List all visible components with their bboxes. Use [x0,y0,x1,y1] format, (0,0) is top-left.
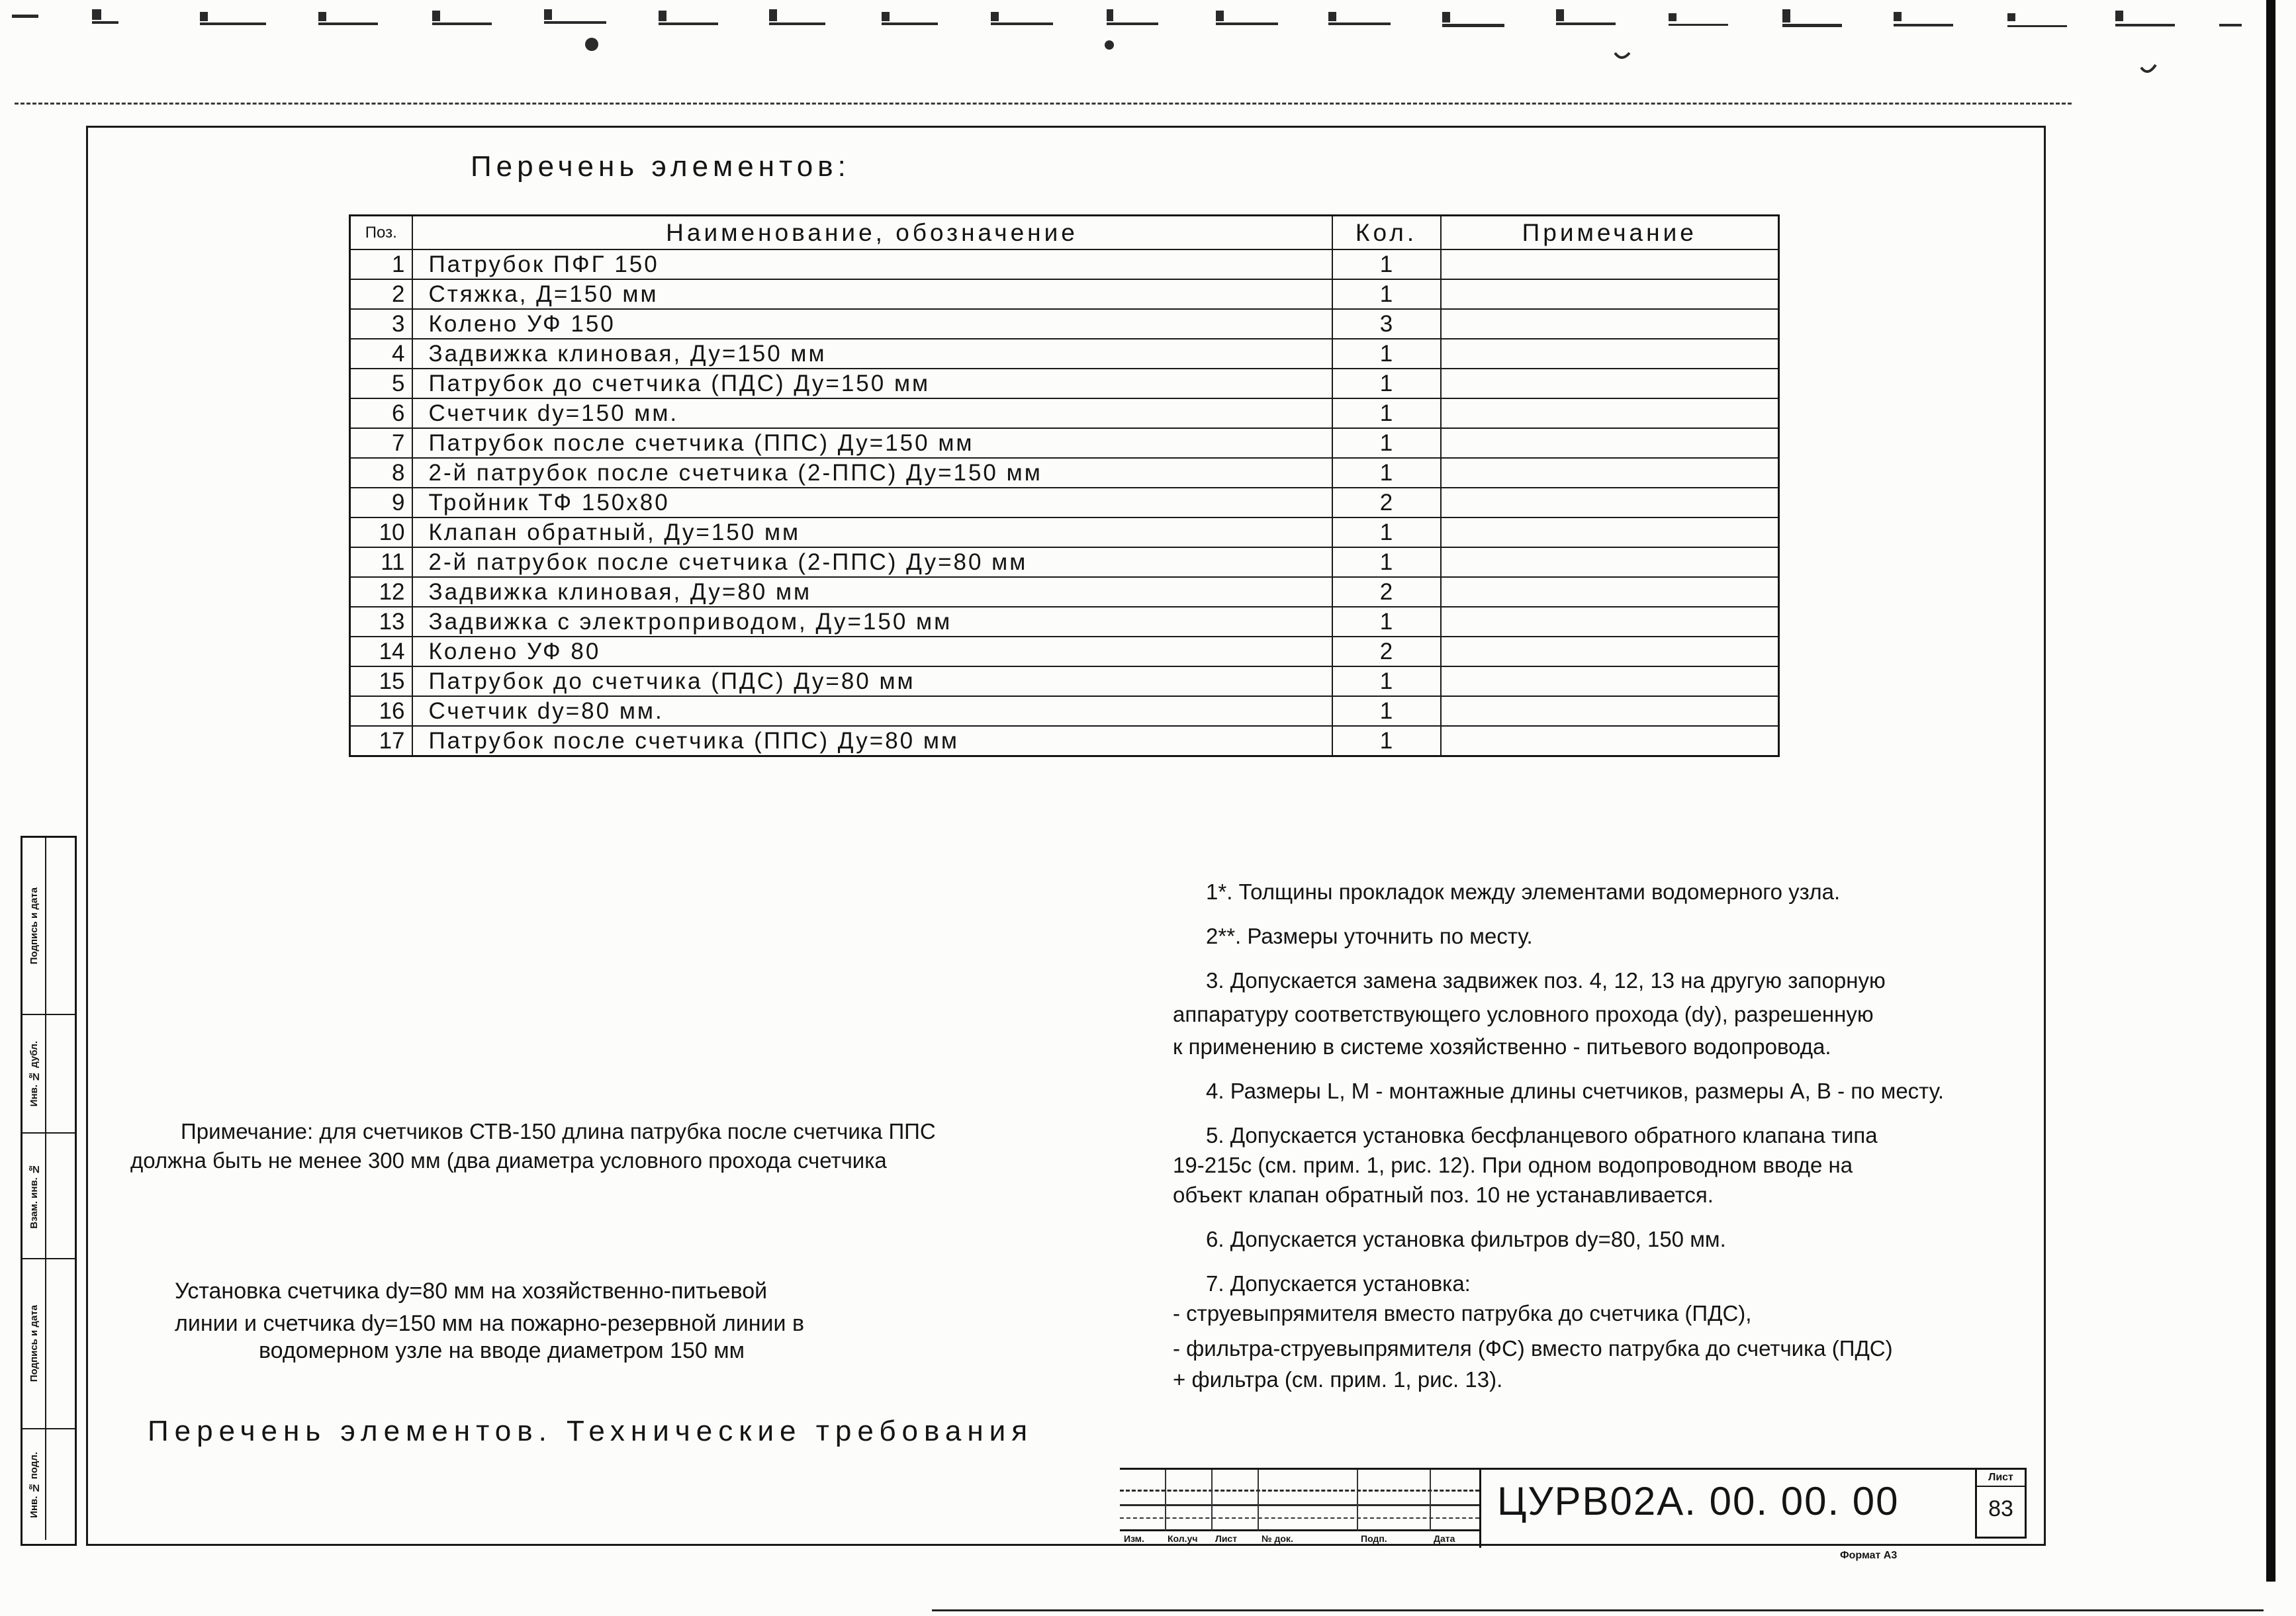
position-cell: 4 [350,339,412,369]
name-cell: Задвижка клиновая, Ду=80 мм [412,577,1332,607]
sheet-label: Лист [1977,1470,2025,1487]
table-row [350,279,1779,309]
title-block-divider [1479,1470,1481,1548]
position-cell: 17 [350,726,412,756]
name-cell: Задвижка с электроприводом, Ду=150 мм [412,607,1332,637]
position-cell: 2 [350,279,412,309]
name-cell: Счетчик dy=80 мм. [412,696,1332,726]
scan-dashed-line [15,103,2072,105]
note-line: к применению в системе хозяйственно - питьевого водопровода. [1173,1034,1831,1059]
table-row [350,398,1779,428]
note-cell [1441,547,1779,577]
note-cell [1441,577,1779,607]
title-block-line [1120,1490,1479,1492]
position-cell: 10 [350,517,412,547]
note-cell [1441,607,1779,637]
name-cell: Патрубок ПФГ 150 [412,249,1332,279]
title-block-line [1120,1517,1479,1519]
title-block-line [1430,1470,1431,1531]
column-header-quantity: Кол. [1332,216,1441,250]
scan-noise-curve [2141,65,2156,71]
stamp-cell [23,1015,75,1134]
table-row [350,369,1779,398]
table-row [350,309,1779,339]
quantity-cell: 1 [1332,458,1441,488]
quantity-cell: 1 [1332,369,1441,398]
title-block-line [1120,1504,1479,1506]
note-line: 6. Допускается установка фильтров dy=80, 150 мм. [1206,1227,1726,1251]
table-body [350,249,1779,756]
name-cell: Колено УФ 80 [412,637,1332,666]
note-line: 7. Допускается установка: [1206,1271,1471,1296]
note-cell [1441,458,1779,488]
stamp-label: Взам. инв. № [28,1163,40,1229]
quantity-cell: 3 [1332,309,1441,339]
scan-edge-bar [2266,0,2275,1582]
note-line: должна быть не менее 300 мм (два диаметра условного прохода счетчика [130,1148,887,1173]
quantity-cell: 1 [1332,428,1441,458]
table-header-row [350,216,1779,250]
note-cell [1441,309,1779,339]
table-row [350,517,1779,547]
position-cell: 9 [350,488,412,517]
note-cell [1441,637,1779,666]
table-row [350,249,1779,279]
note-line: аппаратуру соответствующего условного прохода (dy), разрешенную [1173,1002,1874,1026]
stamp-cell [23,838,75,1015]
change-label: Изм. [1124,1533,1144,1544]
title-block-line [1120,1529,1479,1531]
name-cell: Патрубок до счетчика (ПДС) Ду=80 мм [412,666,1332,696]
note-line: 19-215с (см. прим. 1, рис. 12). При одном водопроводном вводе на [1173,1153,1853,1177]
note-cell [1441,339,1779,369]
note-line: 3. Допускается замена задвижек поз. 4, 12, 13 на другую запорную [1206,968,1886,993]
note-line: 4. Размеры L, M - монтажные длины счетчиков, размеры А, В - по месту. [1206,1079,1945,1103]
quantity-cell: 1 [1332,249,1441,279]
name-cell: Патрубок после счетчика (ППС) Ду=80 мм [412,726,1332,756]
table-row [350,488,1779,517]
stamp-cell [23,1134,75,1259]
sheet-number-box [1975,1468,2027,1539]
quantity-cell: 1 [1332,398,1441,428]
sheet-caption: Перечень элементов. Технические требования [148,1415,1034,1447]
position-cell: 1 [350,249,412,279]
note-line: - фильтра-струевыпрямителя (ФС) вместо патрубка до счетчика (ПДС) [1173,1336,1893,1361]
sheet-number: 83 [1988,1496,2013,1521]
name-cell: Колено УФ 150 [412,309,1332,339]
quantity-cell: 1 [1332,547,1441,577]
elements-table [349,214,1780,757]
note-cell [1441,369,1779,398]
table-row [350,547,1779,577]
position-cell: 8 [350,458,412,488]
document-designation: ЦУРВ02А. 00. 00. 00 [1497,1479,1900,1523]
table-row [350,458,1779,488]
table-row [350,726,1779,756]
format-label: Формат А3 [1840,1550,1898,1561]
table-row [350,339,1779,369]
note-cell [1441,488,1779,517]
quantity-cell: 1 [1332,696,1441,726]
table-row [350,428,1779,458]
note-line: 1*. Толщины прокладок между элементами водомерного узла. [1206,879,1841,904]
position-cell: 15 [350,666,412,696]
quantity-cell: 1 [1332,726,1441,756]
note-line: - струевыпрямителя вместо патрубка до счетчика (ПДС), [1173,1301,1752,1325]
name-cell: Счетчик dy=150 мм. [412,398,1332,428]
scan-bottom-edge [932,1609,2264,1611]
name-cell: Стяжка, Д=150 мм [412,279,1332,309]
position-cell: 7 [350,428,412,458]
position-cell: 14 [350,637,412,666]
note-line: водомерном узле на вводе диаметром 150 мм [259,1338,745,1363]
column-header-name: Наименование, обозначение [412,216,1332,250]
quantity-cell: 2 [1332,488,1441,517]
scan-noise-curve [1615,53,1630,58]
stamp-cell [23,1259,75,1429]
note-cell [1441,517,1779,547]
scan-header-artifacts [0,0,2296,73]
table-row [350,577,1779,607]
position-cell: 5 [350,369,412,398]
quantity-cell: 1 [1332,607,1441,637]
note-cell [1441,666,1779,696]
name-cell: Тройник ТФ 150х80 [412,488,1332,517]
name-cell: Задвижка клиновая, Ду=150 мм [412,339,1332,369]
table-row [350,607,1779,637]
name-cell: 2-й патрубок после счетчика (2-ППС) Ду=150 мм [412,458,1332,488]
table-row [350,696,1779,726]
title-block-line [1258,1470,1259,1531]
change-label: Подп. [1361,1533,1387,1544]
column-header-note: Примечание [1441,216,1779,250]
note-cell [1441,249,1779,279]
table-row [350,666,1779,696]
quantity-cell: 1 [1332,339,1441,369]
quantity-cell: 1 [1332,517,1441,547]
change-label: Дата [1434,1533,1455,1544]
scan-noise-marks [12,9,2242,51]
note-line: 5. Допускается установка бесфланцевого обратного клапана типа [1206,1123,1878,1147]
note-line: объект клапан обратный поз. 10 не устанавливается. [1173,1183,1714,1207]
stamp-label: Подпись и дата [28,887,40,965]
change-label: Кол.уч [1168,1533,1198,1544]
note-cell [1441,726,1779,756]
title-block-line [1211,1470,1213,1531]
name-cell: 2-й патрубок после счетчика (2-ППС) Ду=80 мм [412,547,1332,577]
note-cell [1441,428,1779,458]
position-cell: 12 [350,577,412,607]
name-cell: Патрубок после счетчика (ППС) Ду=150 мм [412,428,1332,458]
column-header-position: Поз. [350,216,412,250]
quantity-cell: 2 [1332,637,1441,666]
note-cell [1441,398,1779,428]
note-line: 2**. Размеры уточнить по месту. [1206,924,1533,948]
position-cell: 6 [350,398,412,428]
note-line: линии и счетчика dy=150 мм на пожарно-резервной линии в [175,1311,805,1336]
note-cell [1441,279,1779,309]
quantity-cell: 1 [1332,279,1441,309]
side-stamp [21,836,77,1546]
change-label: № док. [1262,1533,1293,1544]
page-title: Перечень элементов: [471,150,850,183]
stamp-label: Инв. № подл. [28,1451,40,1518]
quantity-cell: 1 [1332,666,1441,696]
title-block-line [1357,1470,1358,1531]
position-cell: 16 [350,696,412,726]
note-cell [1441,696,1779,726]
table-row [350,637,1779,666]
name-cell: Патрубок до счетчика (ПДС) Ду=150 мм [412,369,1332,398]
note-line: + фильтра (см. прим. 1, рис. 13). [1173,1367,1503,1392]
note-line: Установка счетчика dy=80 мм на хозяйственно-питьевой [175,1279,768,1304]
quantity-cell: 2 [1332,577,1441,607]
change-label: Лист [1215,1533,1238,1544]
note-line: Примечание: для счетчиков СТВ-150 длина патрубка после счетчика ППС [181,1119,936,1144]
name-cell: Клапан обратный, Ду=150 мм [412,517,1332,547]
position-cell: 3 [350,309,412,339]
position-cell: 13 [350,607,412,637]
stamp-label: Подпись и дата [28,1305,40,1382]
stamp-label: Инв. № дубл. [28,1040,40,1107]
position-cell: 11 [350,547,412,577]
title-block-line [1165,1470,1166,1531]
stamp-cell [23,1429,75,1540]
